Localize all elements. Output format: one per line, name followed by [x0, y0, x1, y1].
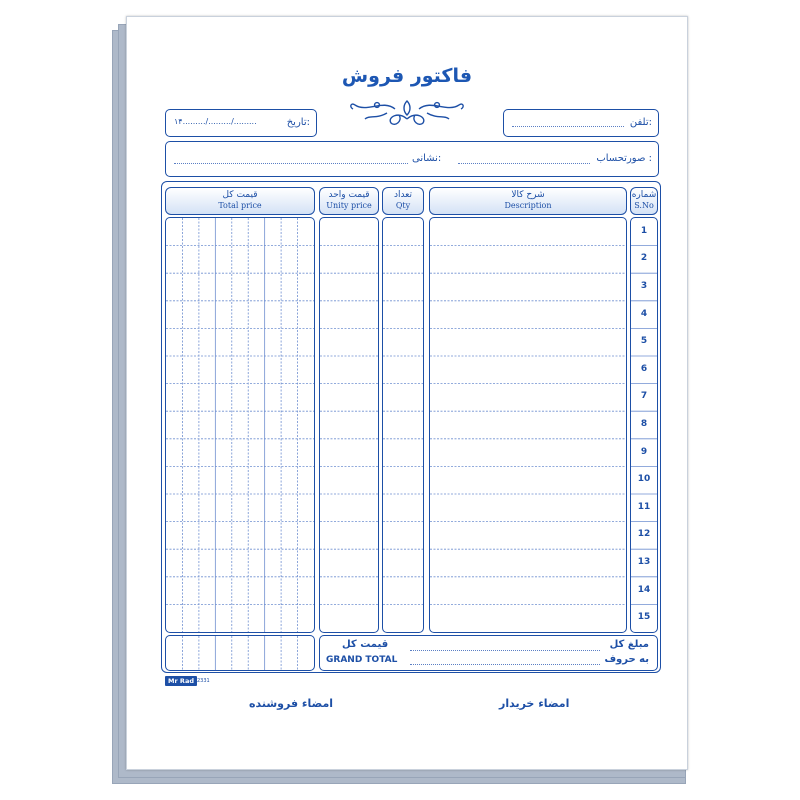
- phone-box: [503, 109, 659, 137]
- column-qty[interactable]: [382, 217, 424, 633]
- account-label: صورتحساب :: [596, 153, 652, 164]
- row-number: 6: [640, 363, 648, 374]
- row-number: 15: [637, 612, 651, 623]
- column-description[interactable]: [429, 217, 627, 633]
- brand-badge: Mr Rad: [165, 676, 197, 686]
- row-number: 12: [637, 529, 651, 540]
- invoice-title: فاکتور فروش: [341, 65, 473, 87]
- totals-box: [319, 635, 658, 671]
- phone-label: تلفن:: [629, 117, 652, 128]
- row-number: 7: [640, 391, 648, 402]
- date-field[interactable]: ۱۴........./........./.........: [174, 117, 257, 126]
- date-box: [165, 109, 317, 137]
- header-number: شماره S.No: [630, 187, 658, 215]
- invoice-sheet: [126, 16, 688, 770]
- amount-label: مبلغ کل: [609, 639, 649, 650]
- column-number: [630, 217, 658, 633]
- header-unit-price: قیمت واحد Unity price: [319, 187, 379, 215]
- row-number: 14: [637, 584, 651, 595]
- seller-signature-label: امضاء فروشنده: [249, 697, 334, 710]
- row-number: 4: [640, 308, 648, 319]
- row-number: 5: [640, 336, 648, 347]
- ornament-icon: [347, 91, 467, 125]
- row-number: 11: [637, 501, 651, 512]
- buyer-signature-label: امضاء خریدار: [499, 697, 570, 710]
- in-words-field[interactable]: [410, 664, 600, 665]
- header-total-price: قیمت کل Total price: [165, 187, 315, 215]
- amount-field[interactable]: [410, 650, 600, 651]
- form-code: 2331: [197, 678, 210, 684]
- row-number: 3: [640, 281, 648, 291]
- account-field[interactable]: [458, 163, 590, 164]
- row-number: 2: [640, 253, 648, 264]
- column-unit-price[interactable]: [319, 217, 379, 633]
- grand-total-label: GRAND TOTAL: [326, 655, 398, 665]
- account-box: [165, 141, 659, 177]
- row-number: 13: [637, 557, 651, 567]
- header-qty: تعداد Qty: [382, 187, 424, 215]
- row-number: 10: [637, 474, 651, 485]
- row-number: 1: [640, 225, 648, 236]
- row-number: 8: [640, 419, 648, 429]
- header-description: شرح کالا Description: [429, 187, 627, 215]
- address-field[interactable]: [174, 163, 408, 164]
- row-number: 9: [640, 446, 648, 457]
- phone-field[interactable]: [512, 126, 624, 127]
- column-total-price[interactable]: [165, 217, 315, 633]
- total-price-label: قیمت کل: [342, 639, 389, 650]
- in-words-label: به حروف: [604, 654, 649, 665]
- grand-total-digits[interactable]: [165, 635, 315, 671]
- date-label: تاریخ:: [286, 117, 310, 128]
- address-label: نشانی:: [412, 153, 442, 164]
